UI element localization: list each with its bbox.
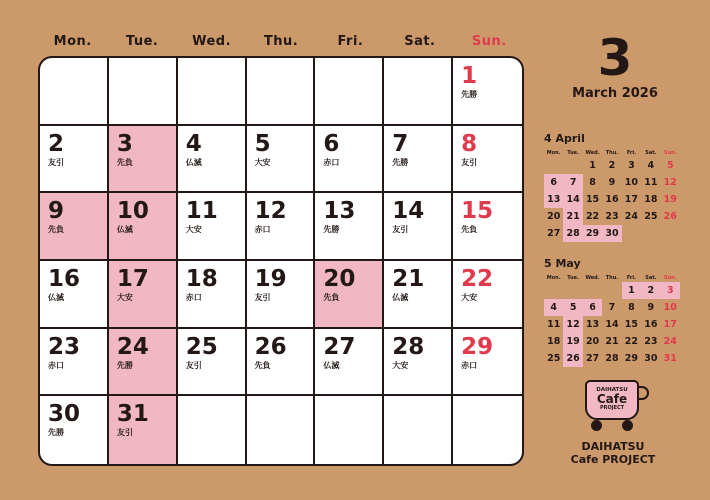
mini-day: 27 [585,353,600,364]
mini-weekday: Fri. [626,150,637,156]
mini-weekday: Wed. [585,275,600,281]
rokuyo-label: 先負 [461,225,478,235]
mini-calendar-weekdays [544,274,680,282]
day-number: 29 [461,333,494,360]
day-number: 24 [116,333,149,360]
day-cell [315,329,384,397]
mini-calendar-may [544,257,680,367]
mini-day: 2 [608,160,616,171]
mini-calendar-april [544,132,680,242]
mini-day: 9 [608,177,616,188]
day-cell [384,329,453,397]
mini-day: 3 [661,282,680,299]
rokuyo-label: 赤口 [254,225,271,235]
brand-line-2: Cafe PROJECT [570,453,656,466]
mini-week-row [544,282,680,299]
cup-icon [585,380,639,420]
rokuyo-label: 赤口 [323,157,340,167]
mini-day: 15 [624,319,639,330]
day-number: 14 [392,198,425,225]
mini-day: 6 [544,174,563,191]
mini-day: 22 [585,211,600,222]
mini-day: 28 [563,225,582,242]
mini-day: 27 [547,228,561,239]
weekday-sat: Sat. [404,34,436,49]
day-number: 23 [48,333,81,360]
mini-day: 29 [583,225,602,242]
rokuyo-label: 大安 [461,292,478,302]
mini-day: 8 [628,302,635,313]
mini-day [661,225,680,242]
mini-day: 26 [563,350,582,367]
mini-weekday: Thu. [605,275,619,281]
mini-day: 11 [547,319,561,330]
day-number: 25 [185,333,218,360]
day-cell [453,261,522,329]
wheel-icon [591,420,602,431]
mini-day: 29 [624,353,639,364]
mini-day: 13 [544,191,563,208]
rokuyo-label: 仏滅 [48,292,64,302]
mini-day: 30 [644,353,658,364]
mini-day: 1 [622,282,641,299]
mini-day [583,282,602,299]
rokuyo-label: 友引 [48,157,64,167]
day-cell [40,261,109,329]
mini-day: 18 [644,194,658,205]
rokuyo-label: 仏滅 [116,225,133,235]
mini-weekday: Thu. [605,150,619,156]
mini-weekday: Tue. [567,150,579,156]
mini-day: 17 [663,319,677,330]
mini-day: 24 [663,336,677,347]
weekday-sun: Sun. [471,34,507,49]
mini-day: 10 [663,302,677,313]
mini-weekday: Sat. [645,275,657,281]
rokuyo-label: 仏滅 [323,360,340,370]
day-cell [453,126,522,194]
day-cell [40,126,109,194]
day-cell [315,193,384,261]
day-number: 15 [461,198,494,225]
day-cell [178,193,247,261]
day-cell [247,126,316,194]
day-number: 17 [116,265,149,292]
logo-line-1: DAIHATSU [596,387,628,393]
mini-day: 5 [666,160,674,171]
calendar-grid [40,58,522,464]
mini-calendar-title: 5 May [544,257,581,270]
day-cell [247,58,316,126]
day-cell [109,396,178,464]
mini-week-row [544,174,680,191]
mini-day: 20 [585,336,600,347]
day-cell [315,58,384,126]
rokuyo-label: 大安 [116,292,133,302]
mini-day: 6 [583,299,602,316]
mini-day [622,225,641,242]
day-number: 5 [254,130,271,157]
weekday-mon: Mon. [53,34,92,49]
mini-week-row [544,350,680,367]
rokuyo-label: 先負 [48,225,64,235]
mini-day: 4 [647,160,655,171]
mini-day [641,225,660,242]
mini-weekday: Tue. [567,275,579,281]
day-cell [315,126,384,194]
mini-day: 10 [624,177,639,188]
mini-day: 2 [641,282,660,299]
mini-day: 26 [663,211,677,222]
mini-day: 18 [547,336,561,347]
rokuyo-label: 友引 [461,157,478,167]
day-number: 31 [116,401,149,428]
mini-day: 13 [585,319,600,330]
day-cell [384,261,453,329]
day-cell [178,396,247,464]
mini-day [544,157,563,174]
logo-line-3: PROJECT [599,405,625,411]
day-number: 18 [185,265,218,292]
mini-week-row [544,208,680,225]
rokuyo-label: 赤口 [461,360,478,370]
day-number: 10 [116,198,149,225]
mini-day: 19 [563,333,582,350]
day-cell [40,193,109,261]
day-number: 3 [116,130,133,157]
day-number: 16 [48,265,81,292]
mini-day: 8 [589,177,596,188]
mini-day: 30 [602,225,621,242]
month-number: 3 [597,29,633,87]
day-cell [178,126,247,194]
mini-day: 25 [547,353,561,364]
rokuyo-label: 大安 [185,225,202,235]
rokuyo-label: 仏滅 [392,292,409,302]
rokuyo-label: 友引 [254,292,271,302]
mini-week-row [544,299,680,316]
mini-week-row [544,225,680,242]
mini-day: 9 [647,302,655,313]
mini-day: 25 [644,211,658,222]
mini-day: 21 [563,208,582,225]
day-cell [178,329,247,397]
rokuyo-label: 大安 [254,157,271,167]
mini-day: 20 [547,211,561,222]
day-cell [178,261,247,329]
mini-day: 7 [563,174,582,191]
mini-day: 14 [563,191,582,208]
day-cell [40,329,109,397]
day-cell [453,329,522,397]
rokuyo-label: 友引 [116,428,133,438]
day-cell [247,193,316,261]
mini-day: 4 [544,299,563,316]
day-number: 1 [461,63,478,89]
day-cell [247,261,316,329]
main-calendar [38,56,524,466]
day-number: 22 [461,265,494,292]
mini-day: 28 [605,353,619,364]
day-cell [384,396,453,464]
mini-week-row [544,316,680,333]
day-cell [178,58,247,126]
mini-day [544,282,563,299]
day-cell [109,126,178,194]
mini-week-row [544,333,680,350]
mini-day: 24 [624,211,639,222]
rokuyo-label: 先勝 [48,428,64,438]
mini-weekday: Mon. [546,275,561,281]
mini-weekday: Sun. [663,275,677,281]
day-number: 7 [392,130,409,157]
weekday-thu: Thu. [263,34,299,49]
day-number: 2 [48,130,65,157]
day-number: 11 [185,198,218,225]
day-number: 9 [48,198,65,225]
mini-day: 22 [624,336,639,347]
mini-calendar-weekdays [544,149,680,157]
rokuyo-label: 大安 [392,360,409,370]
mini-calendar-days [544,157,680,242]
day-cell [109,261,178,329]
mini-day: 7 [608,302,616,313]
mini-day: 16 [644,319,658,330]
mini-day: 11 [644,177,658,188]
day-cell [384,126,453,194]
day-number: 12 [254,198,287,225]
day-number: 6 [323,130,340,157]
mini-day [563,157,582,174]
logo-line-2: Cafe [596,392,628,406]
mini-day: 21 [605,336,619,347]
mini-calendar-days [544,282,680,367]
rokuyo-label: 赤口 [48,360,64,370]
weekday-wed: Wed. [192,34,232,49]
day-number: 19 [254,265,287,292]
day-cell [109,329,178,397]
mini-week-row [544,157,680,174]
rokuyo-label: 先勝 [323,225,340,235]
mini-day: 31 [663,353,677,364]
day-number: 30 [48,401,81,428]
mini-weekday: Sat. [645,150,657,156]
weekday-tue: Tue. [125,34,159,49]
brand-line-1: DAIHATSU [581,440,645,453]
mini-week-row [544,191,680,208]
day-cell [453,396,522,464]
rokuyo-label: 友引 [185,360,202,370]
mini-day: 12 [663,177,677,188]
day-cell [247,396,316,464]
day-cell [453,58,522,126]
weekday-header [38,34,524,52]
day-number: 21 [392,265,425,292]
mini-day: 19 [663,194,677,205]
mini-weekday: Sun. [663,150,677,156]
day-cell [247,329,316,397]
mini-day [563,282,582,299]
day-cell [109,193,178,261]
day-cell [40,58,109,126]
day-cell [315,261,384,329]
mini-day: 3 [628,160,635,171]
day-cell [384,58,453,126]
mini-day: 1 [589,160,596,171]
cup-handle-icon [638,386,649,400]
day-number: 20 [323,265,356,292]
mini-weekday: Mon. [546,150,561,156]
day-number: 8 [461,130,478,157]
day-number: 4 [185,130,202,157]
mini-weekday: Wed. [585,150,600,156]
mini-calendar-title: 4 April [544,132,585,145]
day-cell [40,396,109,464]
rokuyo-label: 先負 [116,157,133,167]
day-number: 28 [392,333,425,360]
mini-day: 14 [605,319,619,330]
weekday-fri: Fri. [337,34,364,49]
rokuyo-label: 仏滅 [185,157,202,167]
cafe-cup-logo [578,380,658,436]
rokuyo-label: 友引 [392,225,409,235]
wheel-icon [622,420,633,431]
rokuyo-label: 先勝 [392,157,409,167]
mini-day: 17 [624,194,639,205]
rokuyo-label: 先負 [323,292,340,302]
mini-day: 15 [585,194,600,205]
mini-day: 16 [605,194,619,205]
rokuyo-label: 赤口 [185,292,202,302]
day-number: 26 [254,333,287,360]
day-cell [384,193,453,261]
mini-day: 12 [563,316,582,333]
rokuyo-label: 先勝 [461,90,478,99]
mini-weekday: Fri. [626,275,637,281]
day-cell [315,396,384,464]
mini-day: 23 [605,211,619,222]
day-number: 27 [323,333,356,360]
mini-day: 5 [563,299,582,316]
rokuyo-label: 先勝 [116,360,133,370]
mini-day: 23 [644,336,658,347]
day-cell [453,193,522,261]
day-cell [109,58,178,126]
brand-name [548,440,678,466]
day-number: 13 [323,198,356,225]
month-label: March 2026 [572,86,658,101]
mini-day [602,282,621,299]
rokuyo-label: 先負 [254,360,271,370]
